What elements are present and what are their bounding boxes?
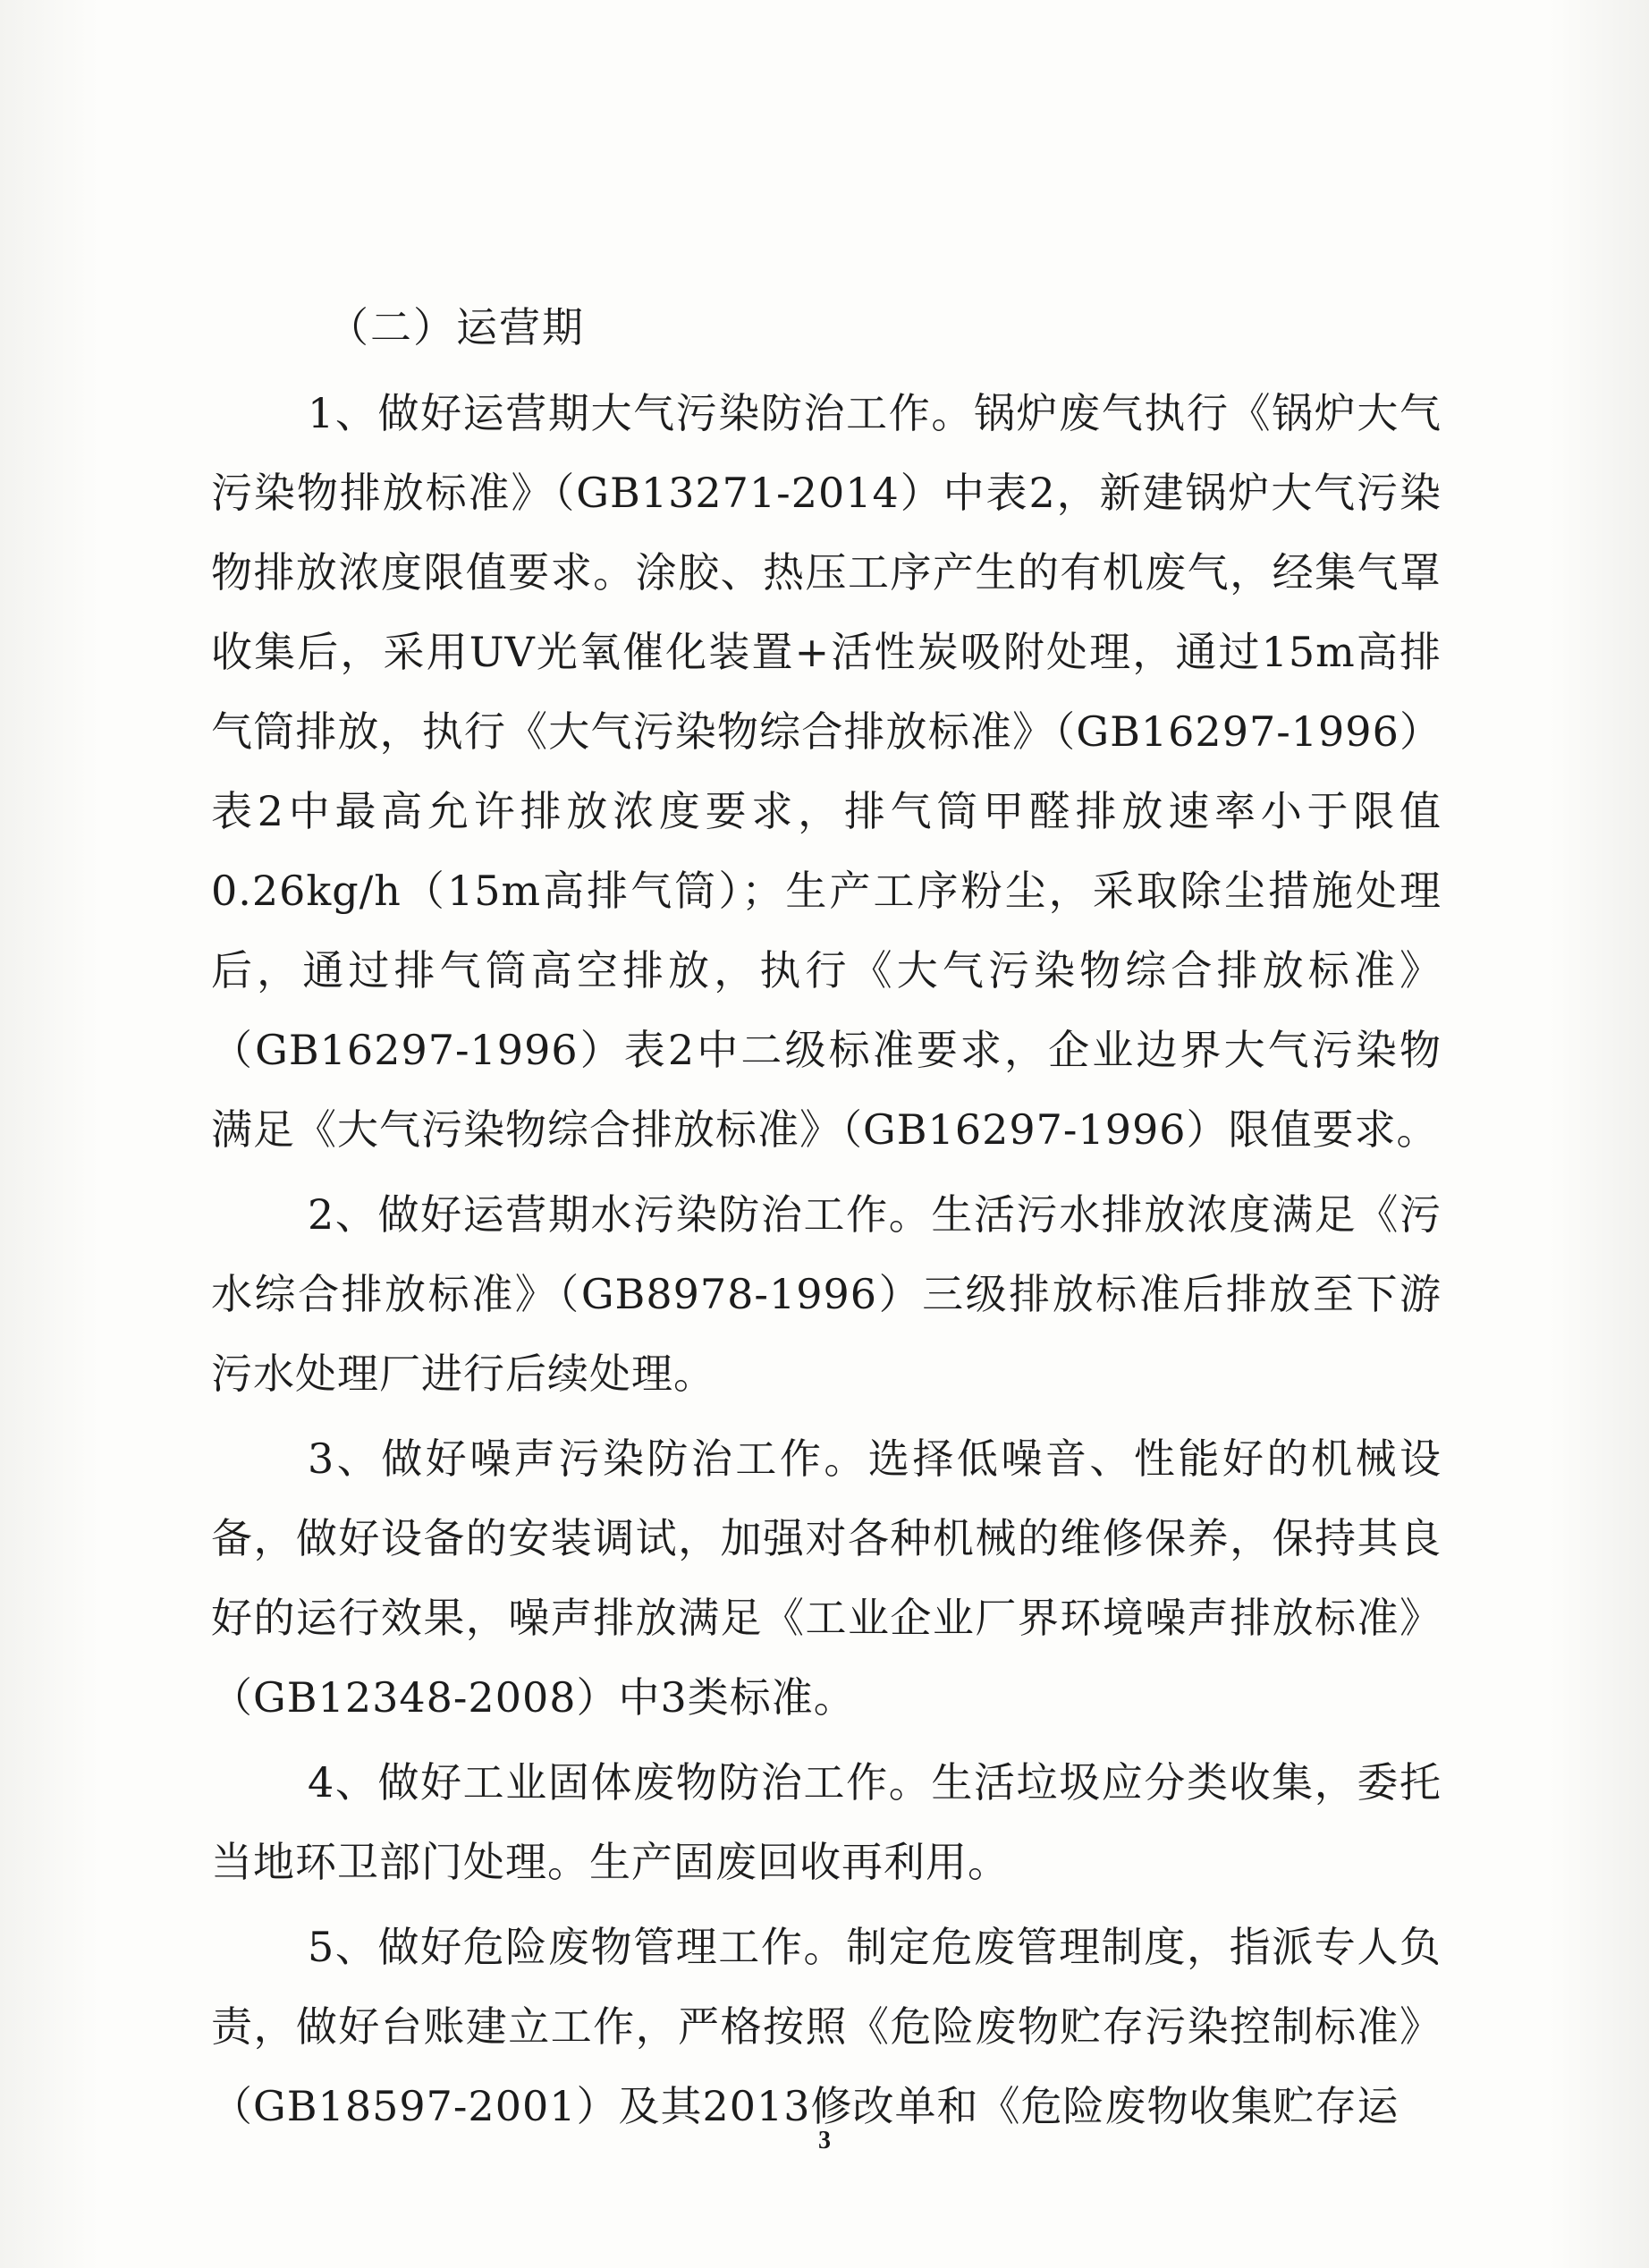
- document-body: [211, 286, 1442, 2152]
- paragraph-water-pollution: 2、做好运营期水污染防治工作。生活污水排放浓度满足《污水综合排放标准》（GB8978-1996）三级排放标准后排放至下游污水处理厂进行后续处理。: [211, 1190, 1442, 1398]
- paragraph-noise-pollution: 3、做好噪声污染防治工作。选择低噪音、性能好的机械设备，做好设备的安装调试，加强对各种机械的维修保养，保持其良好的运行效果，噪声排放满足《工业企业厂界环境噪声排放标准》（GB12348-2008）中3类标准。: [211, 1434, 1442, 1722]
- section-heading: （二）运营期: [327, 303, 585, 351]
- page-number: 3: [818, 2127, 831, 2154]
- paragraph-solid-waste: 4、做好工业固体废物防治工作。生活垃圾应分类收集，委托当地环卫部门处理。生产固废回收再利用。: [211, 1758, 1442, 1886]
- paragraph-air-pollution: 1、做好运营期大气污染防治工作。锅炉废气执行《锅炉大气污染物排放标准》（GB13271-2014）中表2，新建锅炉大气污染物排放浓度限值要求。涂胶、热压工序产生的有机废气，经集气罩收集后，采用UV光氧催化装置+活性炭吸附处理，通过15m高排气筒排放，执行《大气污染物综合排放标准》（GB16297-1996）表2中最高允许排放浓度要求，排气筒甲醛排放速率小于限值0.26kg/h（15m高排气筒）；生产工序粉尘，采取除尘措施处理后，通过排气筒高空排放，执行《大气污染物综合排放标准》（GB16297-1996）表2中二级标准要求，企业边界大气污染物满足《大气污染物综合排放标准》（GB16297-1996）限值要求。: [211, 389, 1442, 1154]
- paragraph-hazardous-waste: 5、做好危险废物管理工作。制定危废管理制度，指派专人负责，做好台账建立工作，严格按照《危险废物贮存污染控制标准》（GB18597-2001）及其2013修改单和《危险废物收集贮存运: [211, 1923, 1442, 2130]
